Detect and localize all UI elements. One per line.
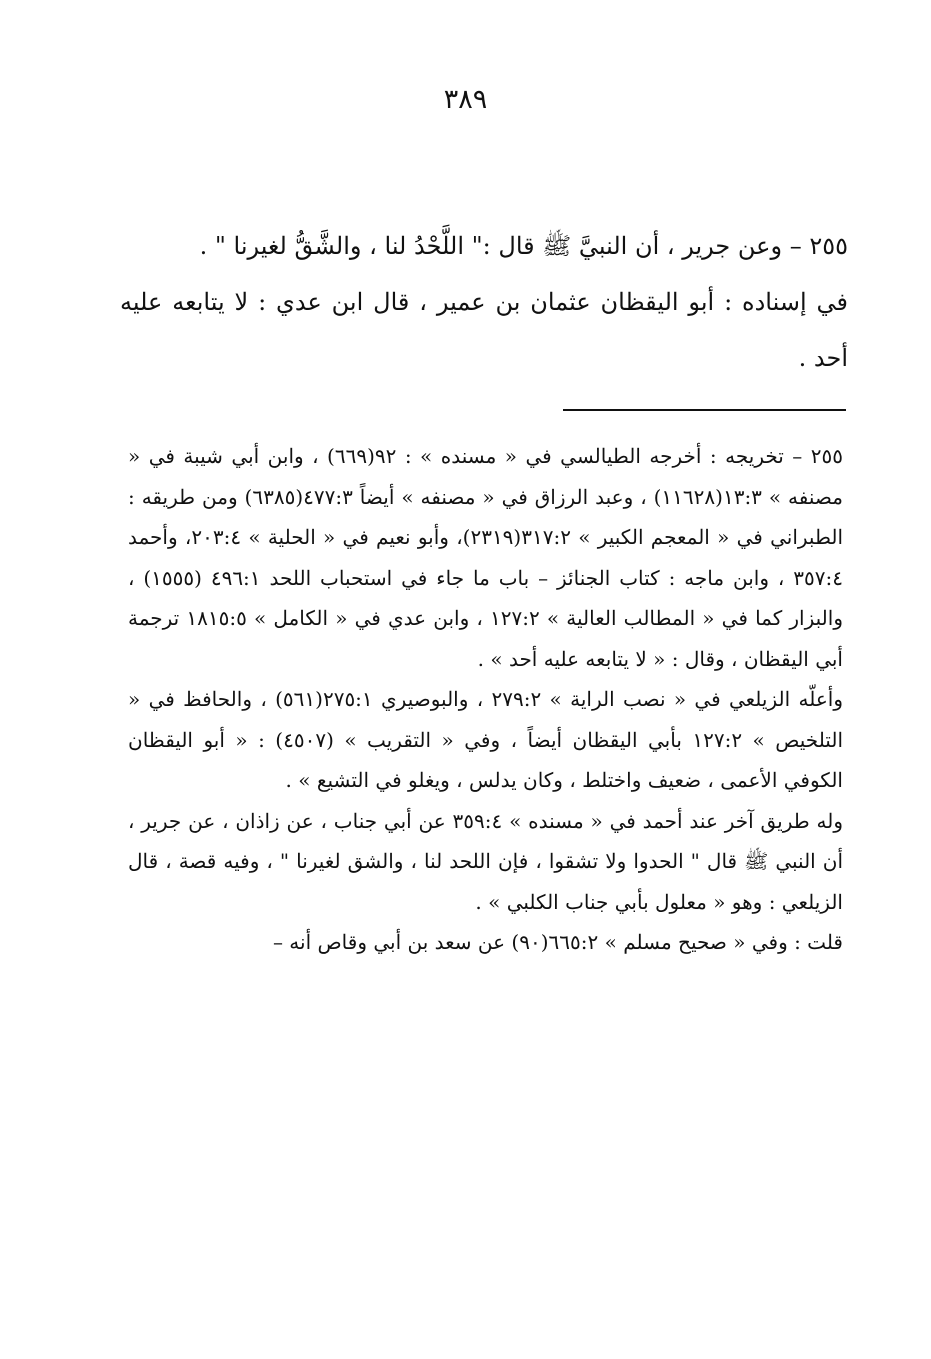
isnad-note: في إسناده : أبو اليقظان عثمان بن عمير ، قال ابن عدي : لا يتابعه عليه أحد .	[120, 288, 848, 372]
page-number: ٣٨٩	[443, 84, 488, 115]
footnote-comment: قلت : وفي « صحيح مسلم » ٦٦٥:٢(٩٠) عن سعد بن أبي وقاص أنه –	[272, 930, 843, 954]
footnote-other-route: وله طريق آخر عند أحمد في « مسنده » ٣٥٩:٤ عن أبي جناب ، عن زاذان ، عن جرير ، أن النبي ﷺ قال " الحدوا ولا تشقوا ، فإن اللحد لنا ، والشق لغيرنا " ، وفيه قصة ، قال الزيلعي : وهو « معلول بأبي جناب الكلبي » .	[128, 808, 843, 914]
footnote-illah: وأعلّه الزيلعي في « نصب الراية » ٢٧٩:٢ ، والبوصيري ٢٧٥:١(٥٦١) ، والحافظ في « التلخيص » ١٢٧:٢ بأبي اليقظان أيضاً ، وفي « التقريب » (٤٥٠٧) : « أبو اليقظان الكوفي الأعمى ، ضعيف واختلط ، وكان يدلس ، ويغلو في التشيع » .	[128, 687, 843, 792]
hadith-text: ٢٥٥ – وعن جرير ، أن النبيَّ ﷺ قال :" اللَّحْدُ لنا ، والشَّقُّ لغيرنا " .	[199, 232, 848, 260]
footnotes	[128, 436, 843, 963]
main-text	[120, 218, 848, 386]
footnote-separator	[563, 409, 846, 411]
footnote-takhrij: ٢٥٥ – تخريجه : أخرجه الطيالسي في « مسنده » : ٩٢(٦٦٩) ، وابن أبي شيبة في « مصنفه » ١٣:٣(١١٦٢٨) ، وعبد الرزاق في « مصنفه » أيضاً ٤٧٧:٣(٦٣٨٥) ومن طريقه : الطبراني في « المعجم الكبير » ٣١٧:٢(٢٣١٩)، وأبو نعيم في « الحلية » ٢٠٣:٤، وأحمد ٣٥٧:٤ ، وابن ماجه : كتاب الجنائز – باب ما جاء في استحباب اللحد ٤٩٦:١ (١٥٥٥) ، والبزار كما في « المطالب العالية » ١٢٧:٢ ، وابن عدي في « الكامل » ١٨١٥:٥ ترجمة أبي اليقظان ، وقال : « لا يتابعه عليه أحد » .	[128, 444, 844, 671]
